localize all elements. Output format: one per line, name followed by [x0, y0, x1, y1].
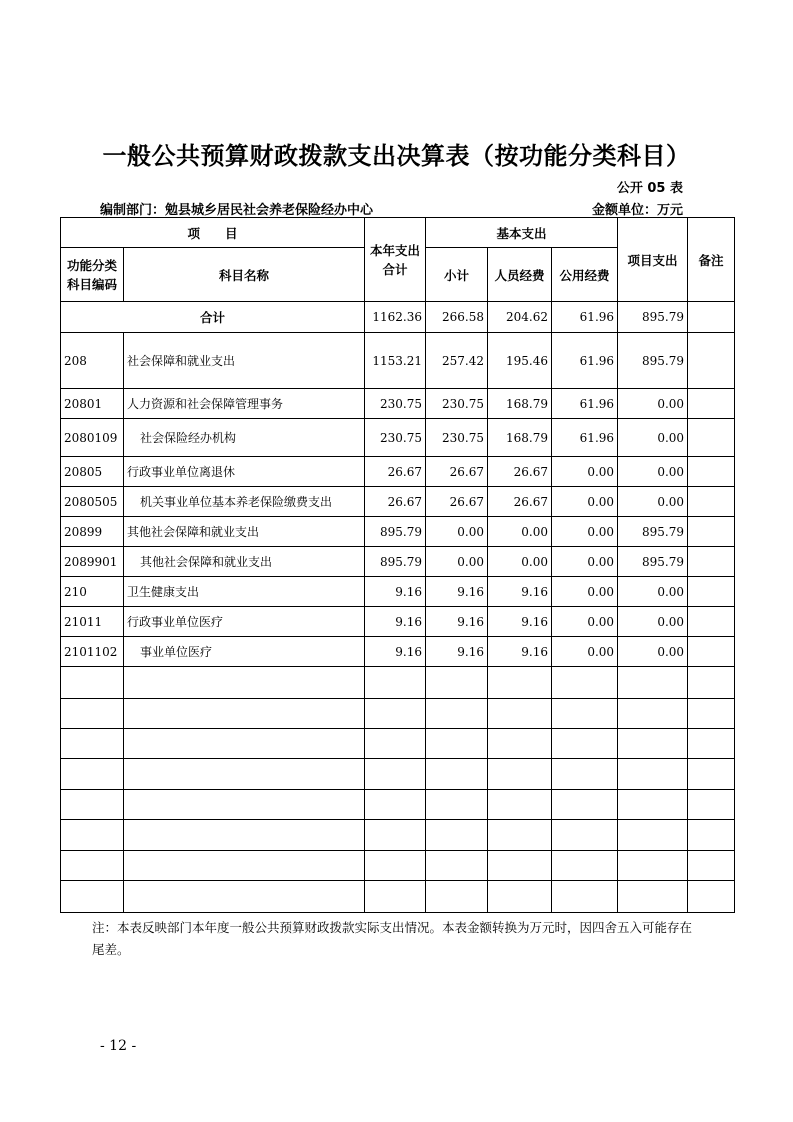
cell-remark — [688, 517, 735, 547]
cell-subtotal: 9.16 — [426, 607, 488, 637]
empty-cell — [124, 820, 365, 851]
empty-cell — [688, 820, 735, 851]
empty-cell — [688, 699, 735, 729]
cell-public: 61.96 — [552, 389, 618, 419]
empty-cell — [365, 759, 426, 790]
empty-cell — [426, 851, 488, 881]
header-code: 功能分类科目编码 — [61, 248, 124, 302]
empty-cell — [618, 790, 688, 820]
cell-project: 0.00 — [618, 419, 688, 457]
empty-row — [61, 881, 735, 913]
unit-label: 金额单位：万元 — [591, 203, 683, 218]
table-row — [61, 457, 735, 487]
empty-cell — [124, 790, 365, 820]
empty-cell — [488, 667, 552, 699]
table-row — [61, 419, 735, 457]
cell-code: 2080109 — [61, 419, 124, 457]
cell-personnel: 9.16 — [488, 577, 552, 607]
cell-code: 2080505 — [61, 487, 124, 517]
summary-subtotal: 266.58 — [426, 302, 488, 333]
empty-cell — [688, 881, 735, 913]
table-row — [61, 547, 735, 577]
header-subtotal: 小计 — [426, 248, 488, 302]
header-project: 项目支出 — [618, 218, 688, 302]
cell-personnel: 195.46 — [488, 333, 552, 389]
cell-name: 机关事业单位基本养老保险缴费支出 — [124, 487, 365, 517]
form-number: 公开 05 表 — [616, 181, 683, 196]
cell-code: 20801 — [61, 389, 124, 419]
summary-row — [61, 302, 735, 333]
empty-cell — [365, 729, 426, 759]
cell-personnel: 9.16 — [488, 607, 552, 637]
empty-cell — [426, 699, 488, 729]
table-row — [61, 333, 735, 389]
cell-remark — [688, 333, 735, 389]
empty-cell — [365, 881, 426, 913]
table-row — [61, 577, 735, 607]
cell-project: 0.00 — [618, 577, 688, 607]
cell-name: 卫生健康支出 — [124, 577, 365, 607]
cell-remark — [688, 607, 735, 637]
empty-cell — [61, 699, 124, 729]
empty-cell — [365, 790, 426, 820]
department-label: 编制部门：勉县城乡居民社会养老保险经办中心 — [100, 203, 374, 218]
empty-cell — [124, 851, 365, 881]
empty-cell — [488, 851, 552, 881]
cell-subtotal: 230.75 — [426, 389, 488, 419]
empty-cell — [618, 667, 688, 699]
cell-name: 社会保险经办机构 — [124, 419, 365, 457]
cell-personnel: 26.67 — [488, 487, 552, 517]
empty-cell — [618, 881, 688, 913]
cell-code: 20805 — [61, 457, 124, 487]
cell-subtotal: 230.75 — [426, 419, 488, 457]
empty-cell — [488, 699, 552, 729]
empty-cell — [488, 820, 552, 851]
cell-total: 26.67 — [365, 487, 426, 517]
empty-cell — [124, 729, 365, 759]
cell-public: 0.00 — [552, 607, 618, 637]
cell-name: 其他社会保障和就业支出 — [124, 517, 365, 547]
header-item: 项 目 — [61, 218, 365, 248]
cell-name: 事业单位医疗 — [124, 637, 365, 667]
empty-row — [61, 667, 735, 699]
header-name: 科目名称 — [124, 248, 365, 302]
empty-cell — [552, 790, 618, 820]
empty-cell — [365, 667, 426, 699]
empty-cell — [426, 790, 488, 820]
cell-public: 0.00 — [552, 457, 618, 487]
table-row — [61, 517, 735, 547]
cell-remark — [688, 547, 735, 577]
cell-remark — [688, 487, 735, 517]
table-row — [61, 607, 735, 637]
cell-name: 人力资源和社会保障管理事务 — [124, 389, 365, 419]
cell-subtotal: 9.16 — [426, 637, 488, 667]
cell-code: 2089901 — [61, 547, 124, 577]
header-remark: 备注 — [688, 218, 735, 302]
footnote: 注：本表反映部门本年度一般公共预算财政拨款实际支出情况。本表金额转换为万元时，因四舍五入可能存在尾差。 — [92, 920, 693, 957]
empty-cell — [552, 667, 618, 699]
cell-subtotal: 257.42 — [426, 333, 488, 389]
empty-cell — [488, 790, 552, 820]
empty-cell — [552, 881, 618, 913]
table-row — [61, 389, 735, 419]
empty-row — [61, 729, 735, 759]
cell-project: 895.79 — [618, 333, 688, 389]
cell-total: 230.75 — [365, 419, 426, 457]
empty-cell — [61, 820, 124, 851]
expenditure-table — [60, 217, 735, 913]
document-title: 一般公共预算财政拨款支出决算表（按功能分类科目） — [102, 142, 691, 170]
cell-total: 9.16 — [365, 577, 426, 607]
empty-cell — [618, 851, 688, 881]
empty-cell — [61, 881, 124, 913]
cell-personnel: 168.79 — [488, 419, 552, 457]
empty-row — [61, 699, 735, 729]
summary-label: 合计 — [61, 302, 365, 333]
cell-subtotal: 26.67 — [426, 487, 488, 517]
empty-cell — [426, 729, 488, 759]
cell-code: 208 — [61, 333, 124, 389]
header-public: 公用经费 — [552, 248, 618, 302]
empty-cell — [552, 729, 618, 759]
cell-remark — [688, 389, 735, 419]
cell-personnel: 0.00 — [488, 517, 552, 547]
cell-total: 895.79 — [365, 547, 426, 577]
empty-row — [61, 820, 735, 851]
cell-personnel: 26.67 — [488, 457, 552, 487]
empty-cell — [618, 699, 688, 729]
empty-cell — [618, 820, 688, 851]
page-number: - 12 - — [100, 1038, 137, 1054]
empty-row — [61, 759, 735, 790]
cell-project: 0.00 — [618, 389, 688, 419]
empty-cell — [488, 881, 552, 913]
empty-cell — [426, 667, 488, 699]
empty-cell — [552, 759, 618, 790]
empty-cell — [61, 759, 124, 790]
empty-cell — [488, 759, 552, 790]
cell-public: 61.96 — [552, 333, 618, 389]
cell-subtotal: 0.00 — [426, 517, 488, 547]
cell-project: 0.00 — [618, 607, 688, 637]
summary-remark — [688, 302, 735, 333]
cell-total: 1153.21 — [365, 333, 426, 389]
empty-cell — [488, 729, 552, 759]
cell-total: 26.67 — [365, 457, 426, 487]
cell-subtotal: 26.67 — [426, 457, 488, 487]
cell-public: 0.00 — [552, 487, 618, 517]
empty-cell — [426, 759, 488, 790]
cell-subtotal: 0.00 — [426, 547, 488, 577]
empty-cell — [688, 667, 735, 699]
table-body — [61, 333, 735, 913]
cell-personnel: 9.16 — [488, 637, 552, 667]
cell-remark — [688, 637, 735, 667]
cell-total: 230.75 — [365, 389, 426, 419]
cell-remark — [688, 419, 735, 457]
cell-personnel: 168.79 — [488, 389, 552, 419]
cell-project: 0.00 — [618, 637, 688, 667]
header-total: 本年支出合计 — [365, 218, 426, 302]
summary-public: 61.96 — [552, 302, 618, 333]
empty-cell — [61, 851, 124, 881]
table-row — [61, 637, 735, 667]
empty-cell — [426, 881, 488, 913]
cell-remark — [688, 457, 735, 487]
empty-cell — [688, 790, 735, 820]
cell-public: 0.00 — [552, 547, 618, 577]
empty-cell — [124, 699, 365, 729]
summary-total: 1162.36 — [365, 302, 426, 333]
cell-public: 61.96 — [552, 419, 618, 457]
cell-total: 9.16 — [365, 637, 426, 667]
empty-cell — [618, 729, 688, 759]
cell-name: 行政事业单位医疗 — [124, 607, 365, 637]
empty-cell — [61, 790, 124, 820]
cell-total: 895.79 — [365, 517, 426, 547]
empty-cell — [124, 881, 365, 913]
empty-cell — [61, 667, 124, 699]
cell-public: 0.00 — [552, 517, 618, 547]
cell-public: 0.00 — [552, 577, 618, 607]
cell-name: 社会保障和就业支出 — [124, 333, 365, 389]
cell-public: 0.00 — [552, 637, 618, 667]
cell-project: 0.00 — [618, 457, 688, 487]
cell-code: 2101102 — [61, 637, 124, 667]
empty-cell — [124, 759, 365, 790]
empty-cell — [552, 851, 618, 881]
empty-cell — [124, 667, 365, 699]
cell-project: 0.00 — [618, 487, 688, 517]
empty-cell — [552, 820, 618, 851]
cell-personnel: 0.00 — [488, 547, 552, 577]
empty-cell — [365, 699, 426, 729]
empty-cell — [552, 699, 618, 729]
header-personnel: 人员经费 — [488, 248, 552, 302]
cell-name: 行政事业单位离退休 — [124, 457, 365, 487]
empty-cell — [426, 820, 488, 851]
cell-code: 20899 — [61, 517, 124, 547]
empty-row — [61, 851, 735, 881]
cell-code: 210 — [61, 577, 124, 607]
cell-remark — [688, 577, 735, 607]
empty-cell — [688, 851, 735, 881]
summary-personnel: 204.62 — [488, 302, 552, 333]
summary-project: 895.79 — [618, 302, 688, 333]
header-basic: 基本支出 — [426, 218, 618, 248]
empty-cell — [365, 851, 426, 881]
cell-code: 21011 — [61, 607, 124, 637]
cell-project: 895.79 — [618, 517, 688, 547]
empty-cell — [618, 759, 688, 790]
empty-row — [61, 790, 735, 820]
table-row — [61, 487, 735, 517]
cell-name: 其他社会保障和就业支出 — [124, 547, 365, 577]
cell-subtotal: 9.16 — [426, 577, 488, 607]
empty-cell — [61, 729, 124, 759]
empty-cell — [688, 729, 735, 759]
empty-cell — [365, 820, 426, 851]
cell-project: 895.79 — [618, 547, 688, 577]
cell-total: 9.16 — [365, 607, 426, 637]
empty-cell — [688, 759, 735, 790]
